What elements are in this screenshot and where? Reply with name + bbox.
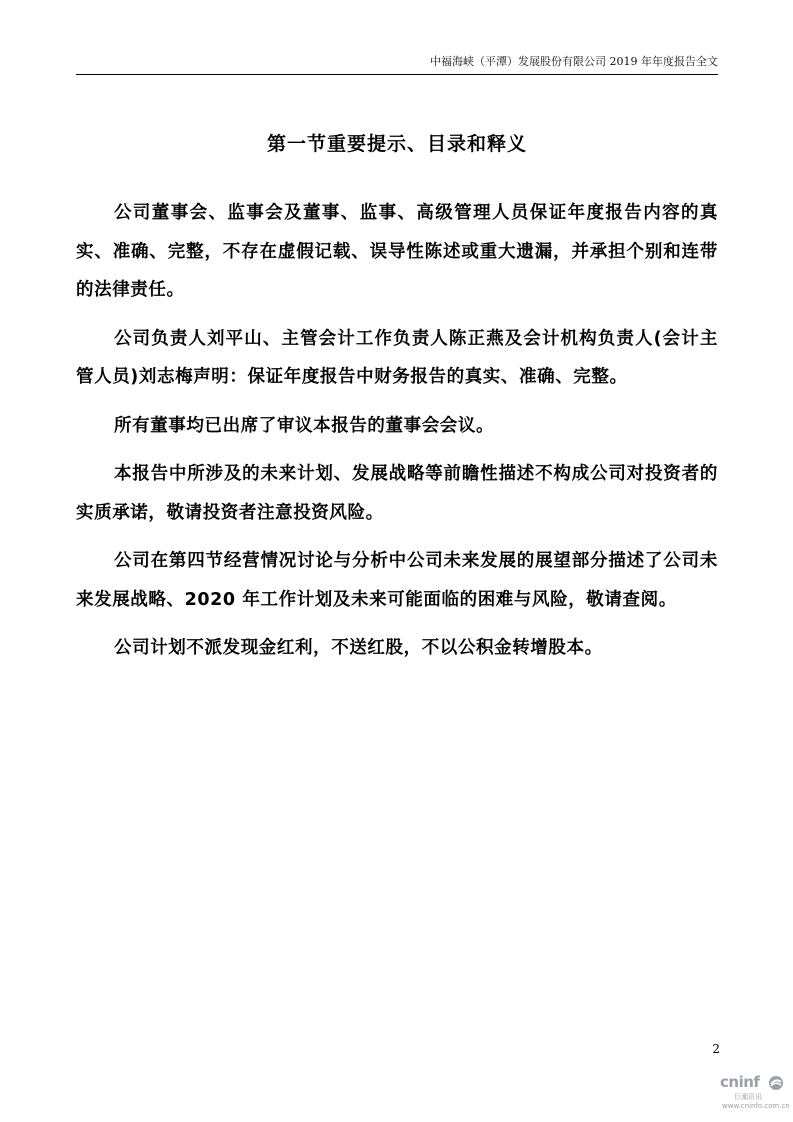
paragraph-financial-declaration: 公司负责人刘平山、主管会计工作负责人陈正燕及会计机构负责人(会计主管人员)刘志梅声明：保证年度报告中财务报告的真实、准确、完整。 [76,328,718,387]
logo-wordmark: cninf [720,1073,760,1091]
logo-url: www.cninfo.com.cn [722,1102,790,1110]
header-divider [76,74,718,75]
paragraph-responsibility-statement: 公司董事会、监事会及董事、监事、高级管理人员保证年度报告内容的真实、准确、完整，不存在虚假记载、误导性陈述或重大遗漏，并承担个别和连带的法律责任。 [76,203,718,300]
paragraph-forward-looking-risk: 本报告中所涉及的未来计划、发展战略等前瞻性描述不构成公司对投资者的实质承诺，敬请投资者注意投资风险。 [76,464,718,523]
paragraph-future-outlook: 公司在第四节经营情况讨论与分析中公司未来发展的展望部分描述了公司未来发展战略、2020 年工作计划及未来可能面临的困难与风险，敬请查阅。 [76,551,718,610]
logo-swirl-icon [768,1075,784,1091]
paragraph-dividend-plan: 公司计划不派发现金红利，不送红股，不以公积金转增股本。 [114,638,603,658]
document-header: 中福海峡（平潭）发展股份有限公司 2019 年年度报告全文 [430,55,718,68]
section-title: 第一节重要提示、目录和释义 [266,133,527,155]
paragraph-board-attendance: 所有董事均已出席了审议本报告的董事会会议。 [114,415,495,436]
logo-subtext: 巨潮资讯 [734,1093,762,1101]
cninfo-logo [720,1073,788,1113]
page-number: 2 [712,1042,720,1056]
document-body [76,194,718,678]
